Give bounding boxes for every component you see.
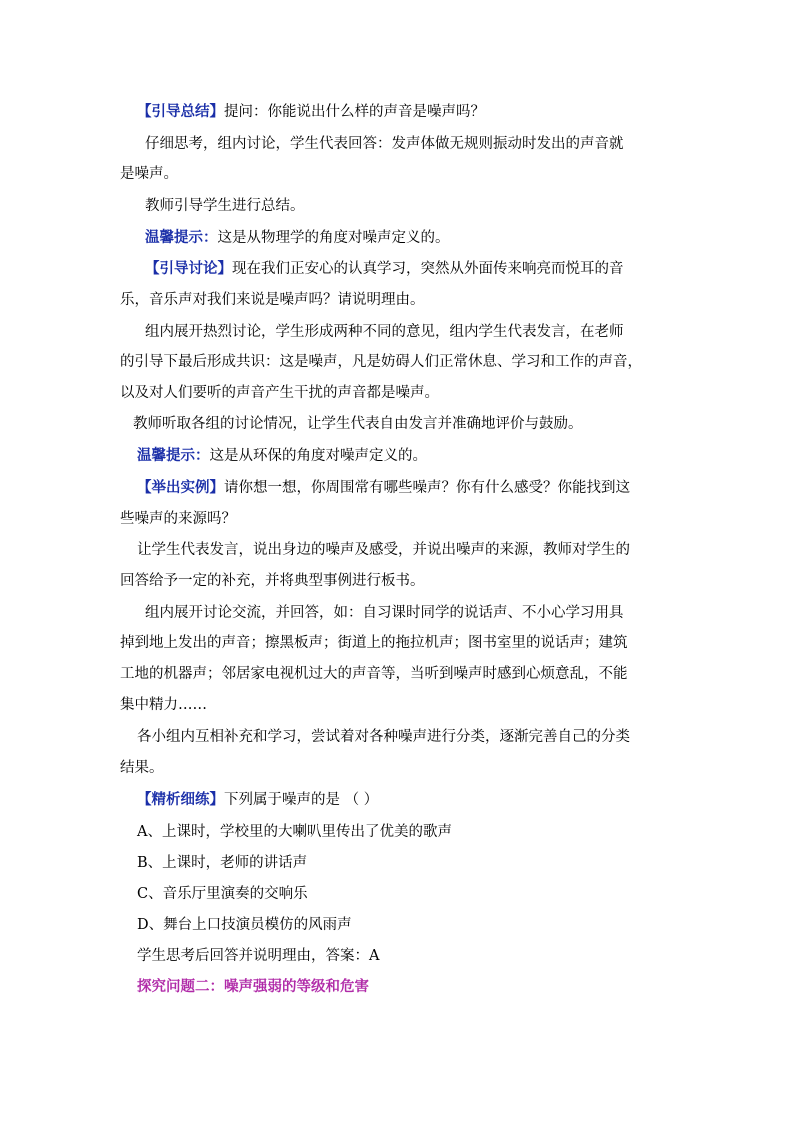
answer-line: 学生思考后回答并说明理由，答案：A xyxy=(137,948,380,964)
paragraph-text: 请你想一想，你周围常有哪些噪声？你有什么感受？你能找到这 xyxy=(224,480,630,496)
paragraph-line: 仔细思考，组内讨论，学生代表回答：发声体做无规则振动时发出的声音就 xyxy=(145,136,624,152)
tip-text: 这是从环保的角度对噪声定义的。 xyxy=(209,448,427,464)
section-heading: 探究问题二：噪声强弱的等级和危害 xyxy=(137,978,369,995)
warm-tip xyxy=(137,446,427,466)
paragraph-line: 乐，音乐声对我们来说是噪声吗？请说明理由。 xyxy=(120,292,425,308)
tip-label: 温馨提示： xyxy=(137,447,210,464)
section-tag: 【举出实例】 xyxy=(137,479,224,496)
paragraph-text: 现在我们正安心的认真学习，突然从外面传来响亮而悦耳的音 xyxy=(232,261,624,277)
paragraph-text: 提问：你能说出什么样的声音是噪声吗？ xyxy=(224,104,485,120)
tip-label: 温馨提示： xyxy=(145,229,218,246)
option-d: D、舞台上口技演员模仿的风雨声 xyxy=(137,917,352,933)
paragraph-line: 结果。 xyxy=(120,760,164,776)
paragraph-line: 各小组内互相补充和学习，尝试着对各种噪声进行分类，逐渐完善自己的分类 xyxy=(137,729,630,745)
option-a: A、上课时，学校里的大喇叭里传出了优美的歌声 xyxy=(137,824,452,840)
section-tag: 【引导讨论】 xyxy=(145,260,232,277)
paragraph-guide-summary xyxy=(137,102,485,122)
section-tag: 【精析细练】 xyxy=(137,791,224,808)
paragraph-line: 组内展开讨论交流，并回答，如：自习课时同学的说话声、不小心学习用具 xyxy=(145,605,624,621)
paragraph-line: 掉到地上发出的声音；擦黑板声；街道上的拖拉机声；图书室里的说话声；建筑 xyxy=(120,635,628,651)
warm-tip xyxy=(145,228,450,248)
paragraph-line: 组内展开热烈讨论，学生形成两种不同的意见，组内学生代表发言，在老师 xyxy=(145,324,624,340)
option-b: B、上课时，老师的讲话声 xyxy=(137,855,308,871)
paragraph-line: 集中精力…… xyxy=(120,697,207,713)
paragraph-line: 教师听取各组的讨论情况，让学生代表自由发言并准确地评价与鼓励。 xyxy=(133,416,583,432)
exercise-question xyxy=(137,790,378,810)
paragraph-guide-discussion xyxy=(145,259,624,279)
paragraph-line: 回答给予一定的补充，并将典型事例进行板书。 xyxy=(120,573,425,589)
paragraph-line: 工地的机器声；邻居家电视机过大的声音等，当听到噪声时感到心烦意乱，不能 xyxy=(120,666,628,682)
paragraph-line: 的引导下最后形成共识：这是噪声，凡是妨碍人们正常休息、学习和工作的声音， xyxy=(120,354,642,370)
paragraph-examples xyxy=(137,478,630,498)
paragraph-line: 让学生代表发言，说出身边的噪声及感受，并说出噪声的来源，教师对学生的 xyxy=(137,542,630,558)
paragraph-line: 教师引导学生进行总结。 xyxy=(145,198,305,214)
paragraph-line: 是噪声。 xyxy=(120,166,178,182)
question-text: 下列属于噪声的是 （ ） xyxy=(224,792,379,808)
option-c: C、音乐厅里演奏的交响乐 xyxy=(137,886,308,902)
paragraph-line: 些噪声的来源吗？ xyxy=(120,511,236,527)
section-tag: 【引导总结】 xyxy=(137,103,224,120)
tip-text: 这是从物理学的角度对噪声定义的。 xyxy=(217,230,450,246)
paragraph-line: 以及对人们要听的声音产生干扰的声音都是噪声。 xyxy=(120,385,439,401)
